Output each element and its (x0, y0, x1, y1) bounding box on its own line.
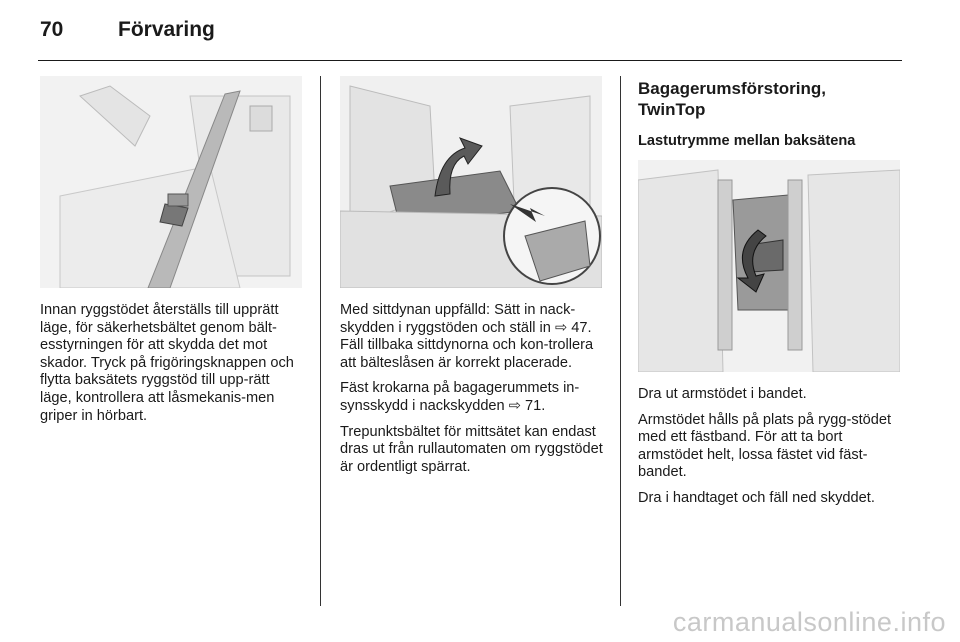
paragraph-3: Trepunktsbältet för mittsätet kan endast dras ut från rullautomaten om ryggstödet är ordentligt spärrat. (340, 423, 603, 475)
seatbelt-backrest-illustration-icon (40, 76, 302, 288)
headrest-insert-illustration-icon (340, 76, 602, 288)
paragraph-1: Dra ut armstödet i bandet. (638, 386, 807, 402)
paragraph-1: Med sittdynan uppfälld: Sätt in nack-skydden i ryggstöden och ställ in ⇨ 47. Fäll tillbaka sittdynorna och kon-trollera att bälteslåsen är korrekt placerade. (340, 302, 594, 371)
column-divider-2 (620, 76, 621, 606)
column-1-text (40, 302, 305, 433)
section-title: Bagagerumsförstoring, TwinTop (638, 79, 826, 119)
paragraph-2: Armstödet hålls på plats på rygg-stödet med ett fästband. För att ta bort armstödet helt, lossa fästet vid fäst-bandet. (638, 411, 892, 481)
watermark: carmanualsonline.info (672, 607, 946, 637)
page-header (0, 0, 960, 62)
armrest-pull-illustration-icon (638, 160, 900, 372)
header-rule (38, 60, 902, 61)
subsection-title: Lastutrymme mellan baksätena (638, 133, 856, 149)
column-divider-1 (320, 76, 321, 606)
column-2-text (340, 302, 605, 484)
page-number: 70 (40, 18, 64, 41)
column-3-text (638, 386, 903, 516)
paragraph-2: Fäst krokarna på bagagerummets in-synsskydd i nackskydden ⇨ 71. (340, 380, 580, 414)
page-title: Förvaring (118, 18, 215, 41)
paragraph-3: Dra i handtaget och fäll ned skyddet. (638, 489, 875, 506)
paragraph: Innan ryggstödet återställs till upprätt läge, för säkerhetsbältet genom bält-esstyrningen för att skydda det mot skador. Tryck på frigöringsknappen och flytta baksätets ryggstöd till upp-rätt läge, kontrollera att låsmekanis-men griper in hörbart. (40, 302, 294, 424)
